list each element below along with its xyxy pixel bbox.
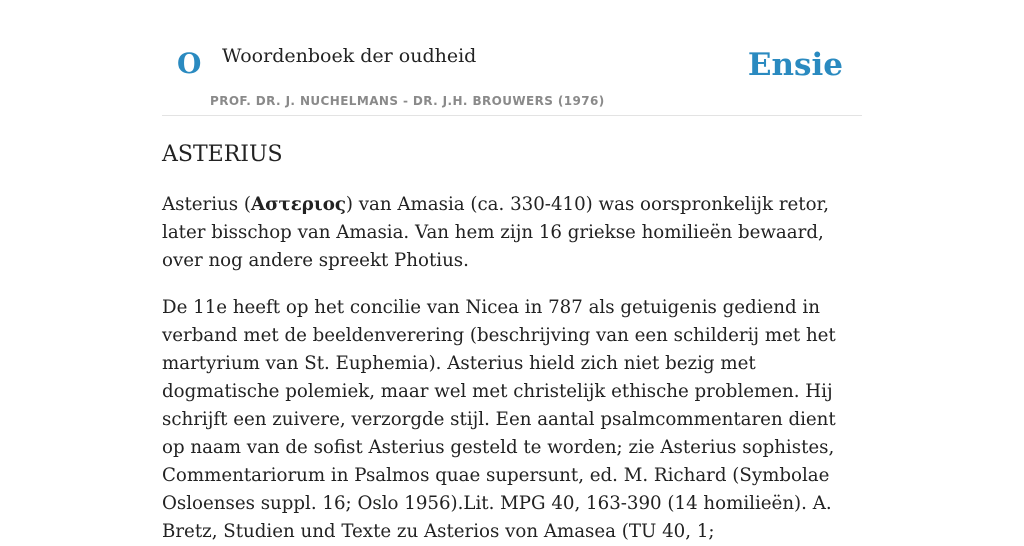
greek-name: Αστεριος bbox=[250, 194, 346, 216]
entry-title: ASTERIUS bbox=[162, 142, 283, 167]
book-authors: PROF. DR. J. NUCHELMANS - DR. J.H. BROUWERS (1976) bbox=[210, 94, 605, 108]
entry-body bbox=[162, 191, 862, 546]
book-title[interactable]: Woordenboek der oudheid bbox=[222, 45, 477, 67]
paragraph-1-prefix: Asterius ( bbox=[162, 194, 251, 216]
paragraph-1-suffix: ) van Amasia (ca. 330-410) was oorspronkelijk retor, later bisschop van Amasia. Van hem zijn 16 griekse homilieën bewaard, over nog andere spreekt Photius. bbox=[162, 194, 830, 272]
header bbox=[162, 0, 862, 116]
entry-paragraph-2: De 11e heeft op het concilie van Nicea in 787 als getuigenis gediend in verband met de beeldenverering (beschrijving van een schilderij met het martyrium van St. Euphemia). Asterius hield zich niet bezig met dogmatische polemiek, maar wel met christelijk ethische problemen. Hij schrijft een zuivere, verzorgde stijl. Een aantal psalmcommentaren dient op naam van de sofist Asterius gesteld te worden; zie Asterius sophistes, Commentariorum in Psalmos quae supersunt, ed. M. Richard (Symbolae Osloenses suppl. 16; Oslo 1956).Lit. MPG 40, 163-390 (14 homilieën). A. Bretz, Studien und Texte zu Asterios von Amasea (TU 40, 1; bbox=[162, 297, 836, 543]
index-letter[interactable]: O bbox=[177, 47, 202, 80]
page bbox=[162, 0, 862, 546]
ensie-logo[interactable]: Ensie bbox=[747, 47, 843, 83]
entry-paragraph-1 bbox=[162, 191, 862, 275]
